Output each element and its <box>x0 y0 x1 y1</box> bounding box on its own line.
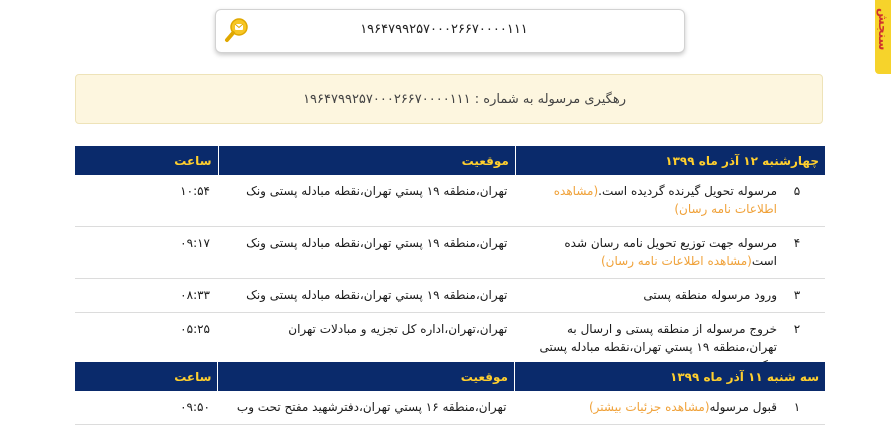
table-header-row <box>75 362 825 391</box>
tracking-table-day-2 <box>75 362 825 425</box>
location-header: موقعیت <box>218 362 515 391</box>
time-header: ساعت <box>75 146 218 175</box>
row-number: ۳ <box>793 288 801 302</box>
row-number: ۱ <box>793 400 801 414</box>
row-time: ۰۸:۳۳ <box>75 279 218 313</box>
table-row <box>75 175 825 227</box>
table-header-row <box>75 146 825 175</box>
row-time: ۱۰:۵۴ <box>75 175 218 227</box>
postman-info-link[interactable]: (مشاهده اطلاعات نامه رسان) <box>600 254 752 268</box>
row-location: تهران،تهران،اداره کل تجزیه و مبادلات تهران <box>218 313 515 383</box>
tracking-notice <box>75 74 823 124</box>
tracking-notice-text: رهگیری مرسوله به شماره : ۱۹۶۴۷۹۹۲۵۷۰۰۰۲۶۶۷۰۰۰۰۱۱۱ <box>303 92 626 107</box>
row-description: مرسوله جهت توزیع تحویل نامه رسان شده است <box>564 236 777 268</box>
row-description: ورود مرسوله منطقه پستی <box>643 288 777 302</box>
row-location: تهران،منطقه ۱۹ پستي تهران،نقطه مبادله پستی ونک <box>218 175 515 227</box>
top-cut-text <box>330 0 550 4</box>
row-number: ۲ <box>793 322 801 336</box>
row-number: ۴ <box>793 236 801 250</box>
row-location: تهران،منطقه ۱۹ پستي تهران،نقطه مبادله پستی ونک <box>218 279 515 313</box>
row-time: ۰۹:۱۷ <box>75 227 218 279</box>
row-time: ۰۵:۲۵ <box>75 313 218 383</box>
row-number: ۵ <box>793 184 801 198</box>
survey-side-tab[interactable] <box>875 0 891 74</box>
row-location: تهران،منطقه ۱۹ پستي تهران،نقطه مبادله پستی ونک <box>218 227 515 279</box>
more-details-link[interactable]: (مشاهده جزئیات بیشتر) <box>588 400 710 414</box>
tracking-search-box[interactable] <box>215 9 685 53</box>
tracking-table-day-1 <box>75 146 825 383</box>
row-time: ۰۹:۵۰ <box>75 391 218 425</box>
row-description: خروج مرسوله از منطقه پستی و ارسال به تهران،منطقه ۱۹ پستي تهران،نقطه مبادله پستی <box>539 322 777 354</box>
table-row <box>75 391 825 425</box>
row-location: تهران،منطقه ۱۶ پستي تهران،دفترشهید مفتح تحت وب <box>218 391 515 425</box>
table-row <box>75 227 825 279</box>
date-header: چهارشنبه ۱۲ آذر ماه ۱۳۹۹ <box>515 146 825 175</box>
postman-info-link[interactable]: (مشاهده اطلاعات نامه رسان) <box>553 184 777 216</box>
date-header: سه شنبه ۱۱ آذر ماه ۱۳۹۹ <box>514 362 825 391</box>
time-header: ساعت <box>75 362 218 391</box>
survey-side-tab-label: سنجش <box>876 8 890 51</box>
table-row <box>75 279 825 313</box>
tracking-number-input[interactable]: ۱۹۶۴۷۹۹۲۵۷۰۰۰۲۶۶۷۰۰۰۰۱۱۱ <box>360 22 528 37</box>
row-description: قبول مرسوله <box>709 400 777 414</box>
location-header: موقعیت <box>218 146 515 175</box>
row-description: مرسوله تحویل گیرنده گردیده است. <box>598 184 777 198</box>
